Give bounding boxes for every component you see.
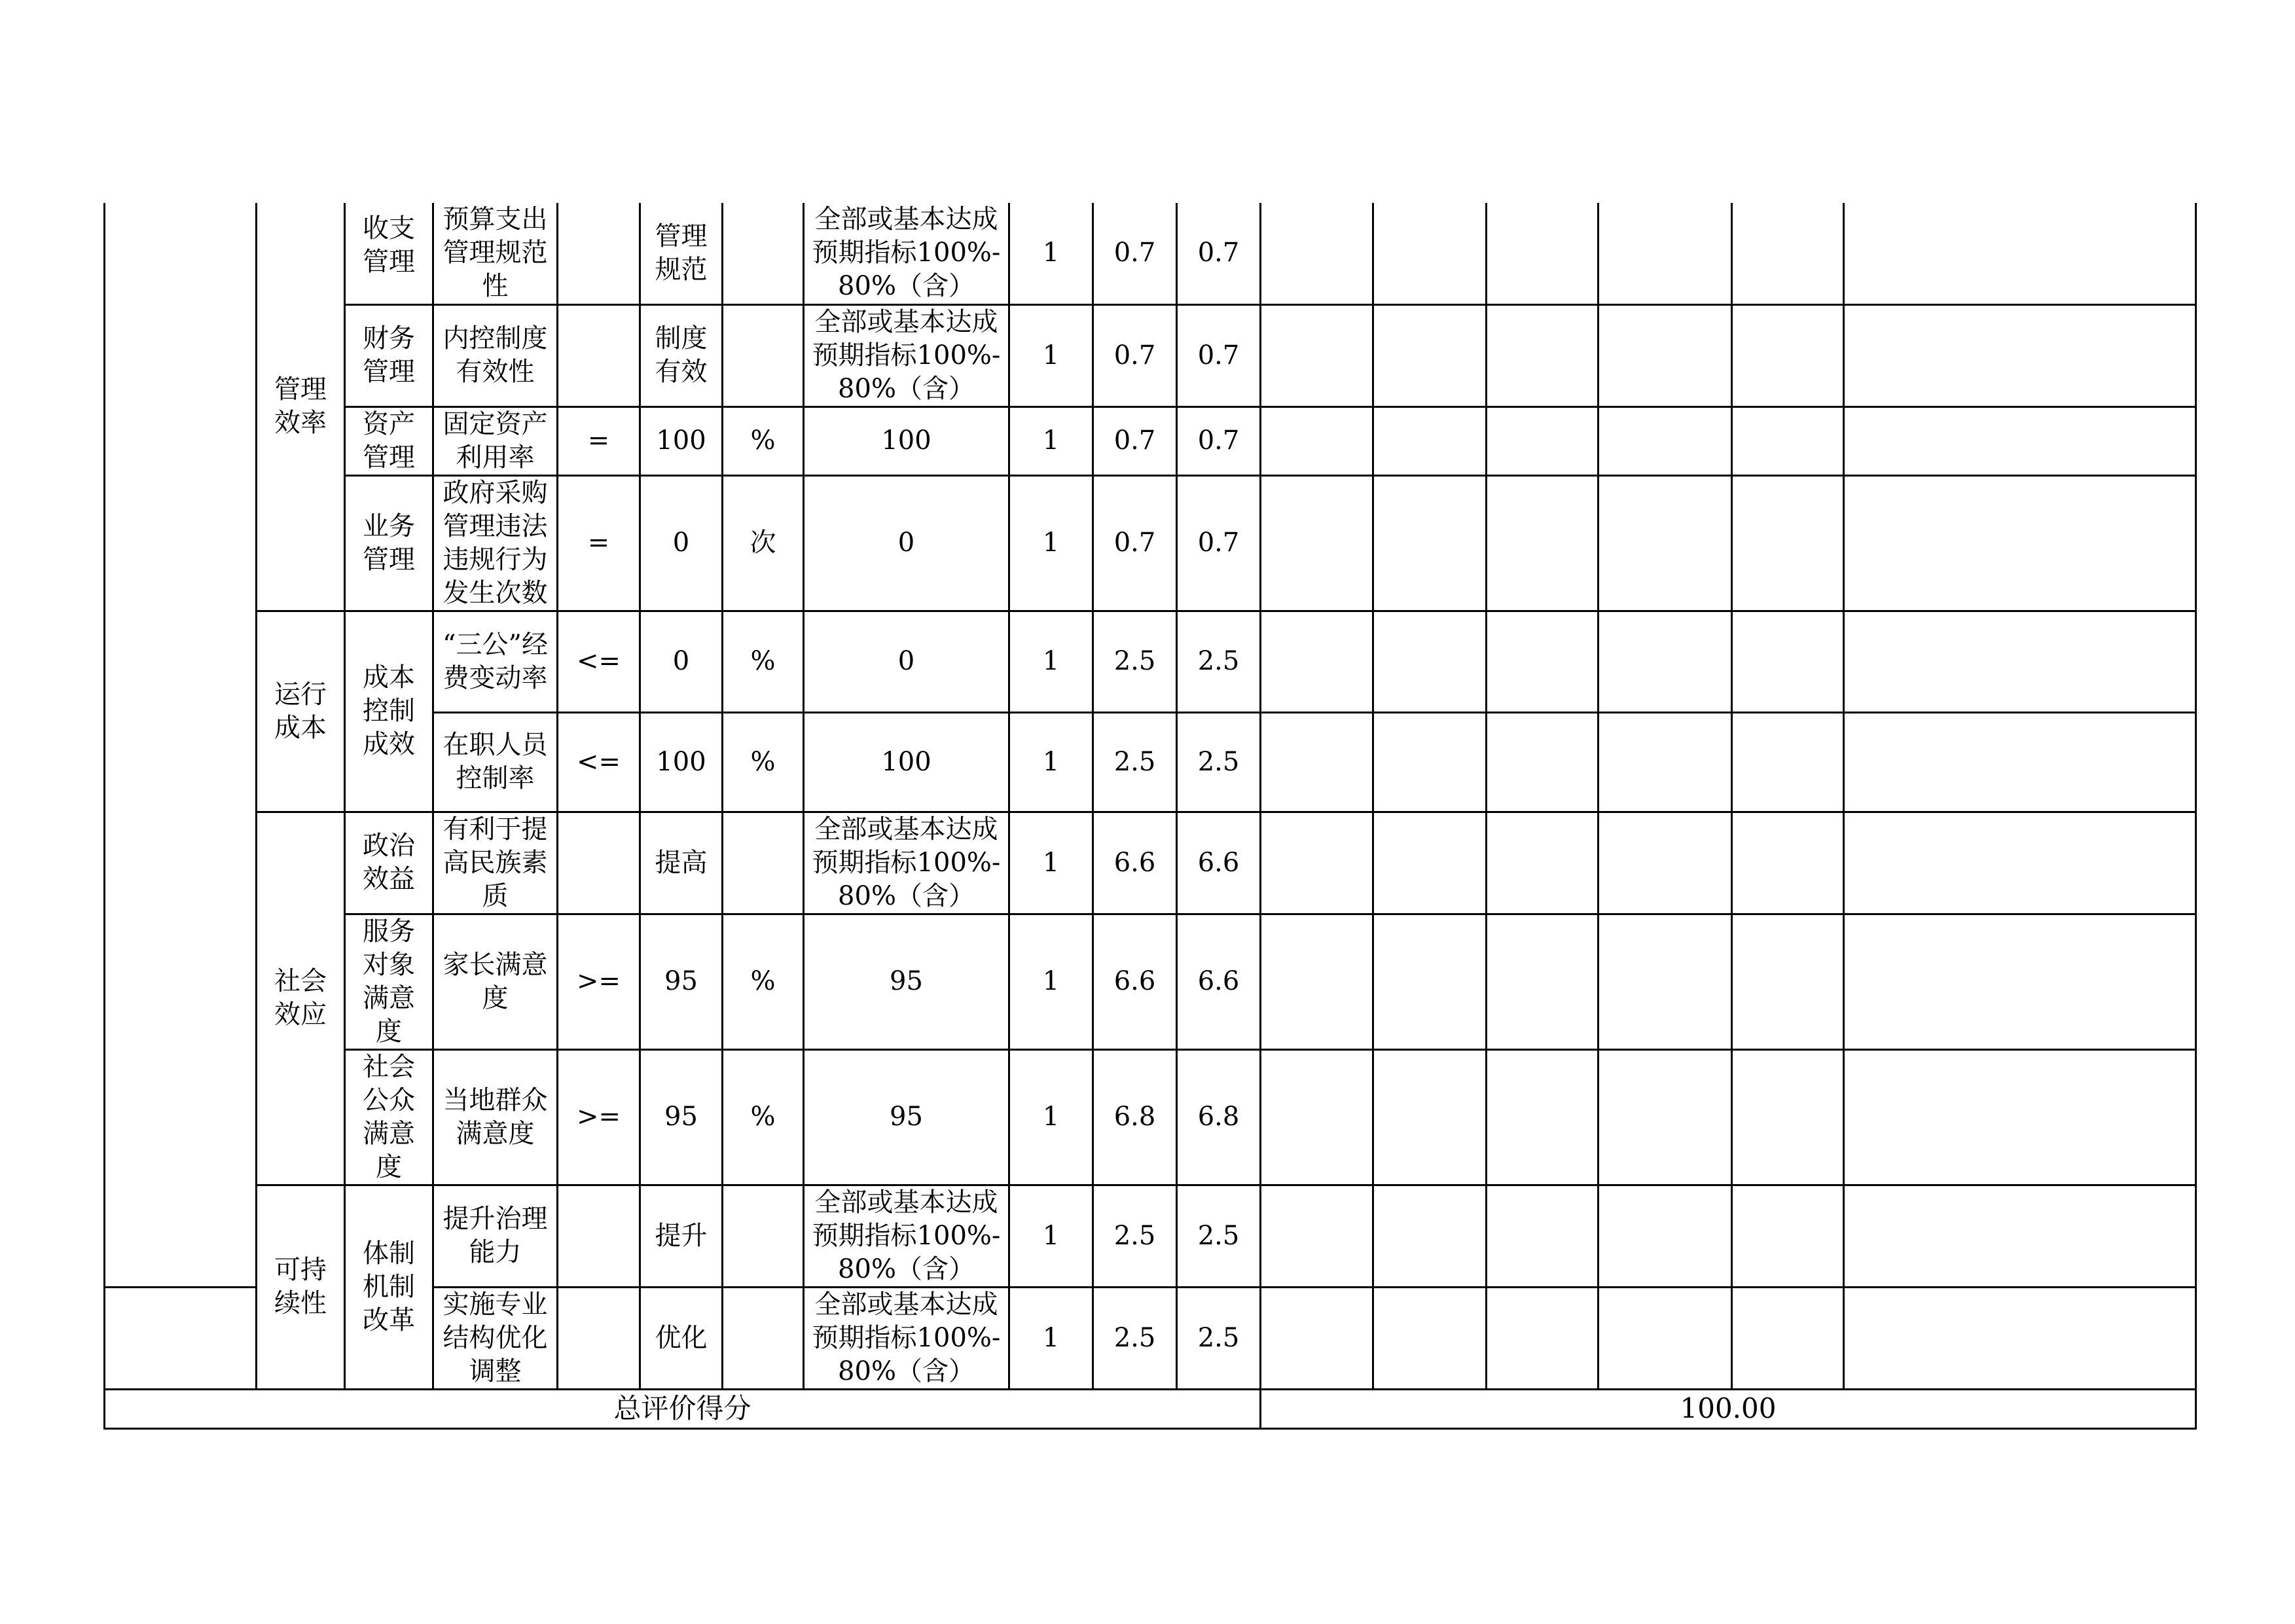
empty-cell <box>1373 914 1487 1049</box>
empty-cell <box>1599 304 1732 406</box>
empty-cell <box>1261 611 1373 712</box>
empty-cell <box>1732 1185 1844 1287</box>
actual-score: 0.7 <box>1177 475 1261 611</box>
empty-cell <box>1373 611 1487 712</box>
target-value: 0 <box>640 475 723 611</box>
operator-cell: <= <box>558 712 640 812</box>
empty-cell <box>1732 914 1844 1049</box>
empty-cell <box>1487 1287 1599 1389</box>
actual-value: 0 <box>804 475 1009 611</box>
second-level-indicator: 可持续性 <box>257 1185 345 1389</box>
unit-cell <box>723 304 804 406</box>
indicator-name: “三公”经费变动率 <box>433 611 558 712</box>
operator-cell <box>558 1287 640 1389</box>
empty-cell <box>1599 611 1732 712</box>
empty-cell <box>1373 203 1487 304</box>
third-level-indicator: 成本控制成效 <box>345 611 433 812</box>
weight-ratio: 1 <box>1009 475 1093 611</box>
empty-cell <box>1732 203 1844 304</box>
weight-ratio: 1 <box>1009 1287 1093 1389</box>
empty-cell <box>1844 1049 2196 1185</box>
third-level-indicator: 收支管理 <box>345 203 433 304</box>
planned-score: 2.5 <box>1093 1185 1177 1287</box>
empty-cell <box>1487 712 1599 812</box>
unit-cell <box>723 203 804 304</box>
empty-cell <box>1844 406 2196 475</box>
planned-score: 2.5 <box>1093 1287 1177 1389</box>
empty-cell <box>1373 812 1487 914</box>
operator-cell <box>558 812 640 914</box>
third-level-indicator: 政治效益 <box>345 812 433 914</box>
table-row <box>105 611 2196 712</box>
target-value: 优化 <box>640 1287 723 1389</box>
empty-cell <box>1844 304 2196 406</box>
actual-value: 95 <box>804 1049 1009 1185</box>
unit-cell: % <box>723 914 804 1049</box>
actual-score: 0.7 <box>1177 203 1261 304</box>
indicator-name: 政府采购管理违法违规行为发生次数 <box>433 475 558 611</box>
operator-cell: <= <box>558 611 640 712</box>
planned-score: 6.6 <box>1093 812 1177 914</box>
total-score-value: 100.00 <box>1261 1389 2196 1428</box>
table-row <box>105 304 2196 406</box>
weight-ratio: 1 <box>1009 914 1093 1049</box>
target-value: 0 <box>640 611 723 712</box>
empty-cell <box>1373 406 1487 475</box>
indicator-name: 预算支出管理规范性 <box>433 203 558 304</box>
empty-cell <box>1487 304 1599 406</box>
actual-value: 100 <box>804 406 1009 475</box>
actual-score: 2.5 <box>1177 1185 1261 1287</box>
target-value: 制度有效 <box>640 304 723 406</box>
actual-value: 全部或基本达成预期指标100%-80%（含） <box>804 1287 1009 1389</box>
empty-cell <box>1261 406 1373 475</box>
empty-cell <box>1373 712 1487 812</box>
actual-value: 全部或基本达成预期指标100%-80%（含） <box>804 203 1009 304</box>
indicator-name: 提升治理能力 <box>433 1185 558 1287</box>
empty-cell <box>1732 712 1844 812</box>
table-row <box>105 812 2196 914</box>
operator-cell: = <box>558 475 640 611</box>
unit-cell <box>723 1185 804 1287</box>
empty-cell <box>1599 203 1732 304</box>
target-value: 100 <box>640 712 723 812</box>
target-value: 提高 <box>640 812 723 914</box>
performance-evaluation-table <box>103 203 2197 1430</box>
empty-cell <box>1261 1287 1373 1389</box>
second-level-indicator: 运行成本 <box>257 611 345 812</box>
total-row <box>105 1389 2196 1428</box>
empty-cell <box>1599 812 1732 914</box>
unit-cell: % <box>723 611 804 712</box>
empty-cell <box>1599 1287 1732 1389</box>
actual-score: 6.6 <box>1177 812 1261 914</box>
empty-cell <box>1599 914 1732 1049</box>
empty-cell <box>1599 406 1732 475</box>
unit-cell <box>723 1287 804 1389</box>
actual-score: 2.5 <box>1177 611 1261 712</box>
first-level-indicator-cell <box>105 1287 257 1389</box>
empty-cell <box>1373 1185 1487 1287</box>
table-row <box>105 1185 2196 1287</box>
empty-cell <box>1487 812 1599 914</box>
empty-cell <box>1599 475 1732 611</box>
empty-cell <box>1261 812 1373 914</box>
unit-cell: % <box>723 1049 804 1185</box>
weight-ratio: 1 <box>1009 1185 1093 1287</box>
empty-cell <box>1844 914 2196 1049</box>
planned-score: 6.6 <box>1093 914 1177 1049</box>
planned-score: 0.7 <box>1093 406 1177 475</box>
second-level-indicator: 管理效率 <box>257 203 345 611</box>
table-row <box>105 475 2196 611</box>
planned-score: 2.5 <box>1093 712 1177 812</box>
empty-cell <box>1373 1049 1487 1185</box>
actual-value: 全部或基本达成预期指标100%-80%（含） <box>804 304 1009 406</box>
target-value: 95 <box>640 914 723 1049</box>
unit-cell <box>723 812 804 914</box>
indicator-name: 内控制度有效性 <box>433 304 558 406</box>
empty-cell <box>1844 1287 2196 1389</box>
empty-cell <box>1844 1185 2196 1287</box>
operator-cell <box>558 1185 640 1287</box>
planned-score: 2.5 <box>1093 611 1177 712</box>
empty-cell <box>1844 475 2196 611</box>
table-row <box>105 1049 2196 1185</box>
third-level-indicator: 业务管理 <box>345 475 433 611</box>
weight-ratio: 1 <box>1009 1049 1093 1185</box>
weight-ratio: 1 <box>1009 812 1093 914</box>
empty-cell <box>1732 1049 1844 1185</box>
third-level-indicator: 财务管理 <box>345 304 433 406</box>
empty-cell <box>1599 1185 1732 1287</box>
indicator-name: 当地群众满意度 <box>433 1049 558 1185</box>
empty-cell <box>1261 914 1373 1049</box>
indicator-name: 固定资产利用率 <box>433 406 558 475</box>
empty-cell <box>1599 712 1732 812</box>
planned-score: 0.7 <box>1093 475 1177 611</box>
empty-cell <box>1373 304 1487 406</box>
empty-cell <box>1599 1049 1732 1185</box>
empty-cell <box>1487 914 1599 1049</box>
target-value: 管理规范 <box>640 203 723 304</box>
weight-ratio: 1 <box>1009 304 1093 406</box>
operator-cell: >= <box>558 914 640 1049</box>
unit-cell: % <box>723 712 804 812</box>
first-level-indicator-cell <box>105 203 257 1287</box>
total-score-label: 总评价得分 <box>105 1389 1261 1428</box>
empty-cell <box>1487 203 1599 304</box>
third-level-indicator: 服务对象满意度 <box>345 914 433 1049</box>
empty-cell <box>1261 475 1373 611</box>
empty-cell <box>1261 203 1373 304</box>
actual-score: 2.5 <box>1177 1287 1261 1389</box>
actual-score: 0.7 <box>1177 406 1261 475</box>
empty-cell <box>1261 304 1373 406</box>
empty-cell <box>1732 406 1844 475</box>
empty-cell <box>1487 475 1599 611</box>
target-value: 95 <box>640 1049 723 1185</box>
indicator-name: 家长满意度 <box>433 914 558 1049</box>
empty-cell <box>1487 1049 1599 1185</box>
operator-cell: >= <box>558 1049 640 1185</box>
target-value: 100 <box>640 406 723 475</box>
table-row <box>105 406 2196 475</box>
actual-value: 0 <box>804 611 1009 712</box>
empty-cell <box>1261 712 1373 812</box>
empty-cell <box>1732 304 1844 406</box>
empty-cell <box>1732 475 1844 611</box>
empty-cell <box>1732 1287 1844 1389</box>
second-level-indicator: 社会效应 <box>257 812 345 1185</box>
third-level-indicator: 社会公众满意度 <box>345 1049 433 1185</box>
actual-value: 100 <box>804 712 1009 812</box>
third-level-indicator: 体制机制改革 <box>345 1185 433 1389</box>
empty-cell <box>1732 611 1844 712</box>
actual-value: 全部或基本达成预期指标100%-80%（含） <box>804 1185 1009 1287</box>
actual-score: 2.5 <box>1177 712 1261 812</box>
operator-cell <box>558 203 640 304</box>
empty-cell <box>1487 406 1599 475</box>
empty-cell <box>1844 203 2196 304</box>
planned-score: 0.7 <box>1093 203 1177 304</box>
unit-cell: % <box>723 406 804 475</box>
operator-cell <box>558 304 640 406</box>
planned-score: 6.8 <box>1093 1049 1177 1185</box>
unit-cell: 次 <box>723 475 804 611</box>
actual-value: 全部或基本达成预期指标100%-80%（含） <box>804 812 1009 914</box>
weight-ratio: 1 <box>1009 611 1093 712</box>
empty-cell <box>1844 611 2196 712</box>
empty-cell <box>1373 475 1487 611</box>
weight-ratio: 1 <box>1009 712 1093 812</box>
table-row <box>105 203 2196 304</box>
indicator-name: 在职人员控制率 <box>433 712 558 812</box>
empty-cell <box>1487 1185 1599 1287</box>
empty-cell <box>1261 1049 1373 1185</box>
table-row <box>105 914 2196 1049</box>
empty-cell <box>1844 712 2196 812</box>
empty-cell <box>1732 812 1844 914</box>
actual-score: 6.8 <box>1177 1049 1261 1185</box>
indicator-name: 实施专业结构优化调整 <box>433 1287 558 1389</box>
empty-cell <box>1373 1287 1487 1389</box>
empty-cell <box>1487 611 1599 712</box>
actual-value: 95 <box>804 914 1009 1049</box>
operator-cell: = <box>558 406 640 475</box>
weight-ratio: 1 <box>1009 203 1093 304</box>
weight-ratio: 1 <box>1009 406 1093 475</box>
indicator-name: 有利于提高民族素质 <box>433 812 558 914</box>
actual-score: 6.6 <box>1177 914 1261 1049</box>
planned-score: 0.7 <box>1093 304 1177 406</box>
third-level-indicator: 资产管理 <box>345 406 433 475</box>
actual-score: 0.7 <box>1177 304 1261 406</box>
empty-cell <box>1261 1185 1373 1287</box>
target-value: 提升 <box>640 1185 723 1287</box>
empty-cell <box>1844 812 2196 914</box>
